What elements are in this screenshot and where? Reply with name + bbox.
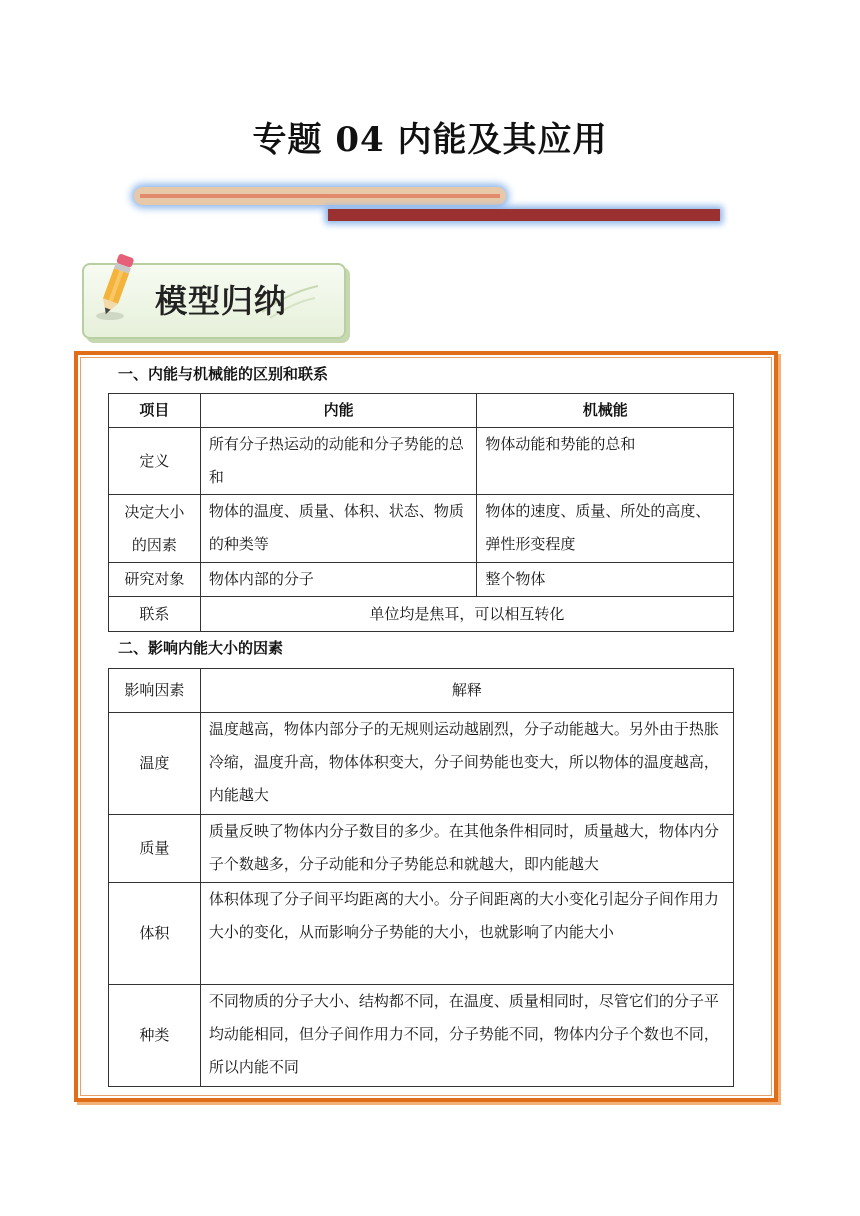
table-row	[109, 495, 734, 563]
mechanical-cell: 物体动能和势能的总和	[477, 428, 734, 495]
row-label: 决定大小的因素	[109, 495, 201, 563]
decorative-bar-lower	[328, 209, 720, 221]
table-row	[109, 815, 734, 883]
explain-cell: 质量反映了物体内分子数目的多少。在其他条件相同时，质量越大，物体内分子个数越多，分子动能和分子势能总和就越大，即内能越大	[200, 815, 733, 883]
section2-heading: 二、影响内能大小的因素	[118, 639, 284, 657]
explain-cell: 体积体现了分子间平均距离的大小。分子间距离的大小变化引起分子间作用力大小的变化，从而影响分子势能的大小，也就影响了内能大小	[200, 883, 733, 985]
factor-cell: 质量	[109, 815, 201, 883]
header-mechanical-energy: 机械能	[477, 394, 734, 428]
header-internal-energy: 内能	[200, 394, 477, 428]
row-label: 研究对象	[109, 563, 201, 597]
header-factor: 影响因素	[109, 669, 201, 713]
section1-heading: 一、内能与机械能的区别和联系	[118, 365, 329, 383]
factor-cell: 体积	[109, 883, 201, 985]
table-row	[109, 713, 734, 815]
table-row	[109, 428, 734, 495]
pencil-icon	[86, 250, 146, 322]
mechanical-cell: 整个物体	[477, 563, 734, 597]
header-explanation: 解释	[200, 669, 733, 713]
factor-cell: 温度	[109, 713, 201, 815]
table-row	[109, 883, 734, 985]
table-row	[109, 985, 734, 1087]
page-title: 专题 04 内能及其应用	[252, 120, 608, 160]
table-row	[109, 563, 734, 597]
table-header-row	[109, 394, 734, 428]
comparison-table	[108, 393, 734, 632]
factor-cell: 种类	[109, 985, 201, 1087]
explain-cell: 温度越高，物体内部分子的无规则运动越剧烈，分子动能越大。另外由于热胀冷缩，温度升高，物体体积变大，分子间势能也变大，所以物体的温度越高，内能越大	[200, 713, 733, 815]
decorative-bar-upper	[134, 187, 506, 205]
link-cell: 单位均是焦耳，可以相互转化	[200, 597, 733, 632]
table-header-row	[109, 669, 734, 713]
row-label: 定义	[109, 428, 201, 495]
internal-cell: 物体内部的分子	[200, 563, 477, 597]
row-label: 联系	[109, 597, 201, 632]
header-item: 项目	[109, 394, 201, 428]
section-tag-label: 模型归纳	[155, 282, 288, 320]
factors-table	[108, 668, 734, 1087]
internal-cell: 物体的温度、质量、体积、状态、物质的种类等	[200, 495, 477, 563]
explain-cell: 不同物质的分子大小、结构都不同，在温度、质量相同时，尽管它们的分子平均动能相同，但分子间作用力不同，分子势能不同，物体内分子个数也不同，所以内能不同	[200, 985, 733, 1087]
internal-cell: 所有分子热运动的动能和分子势能的总和	[200, 428, 477, 495]
table-row	[109, 597, 734, 632]
mechanical-cell: 物体的速度、质量、所处的高度、弹性形变程度	[477, 495, 734, 563]
